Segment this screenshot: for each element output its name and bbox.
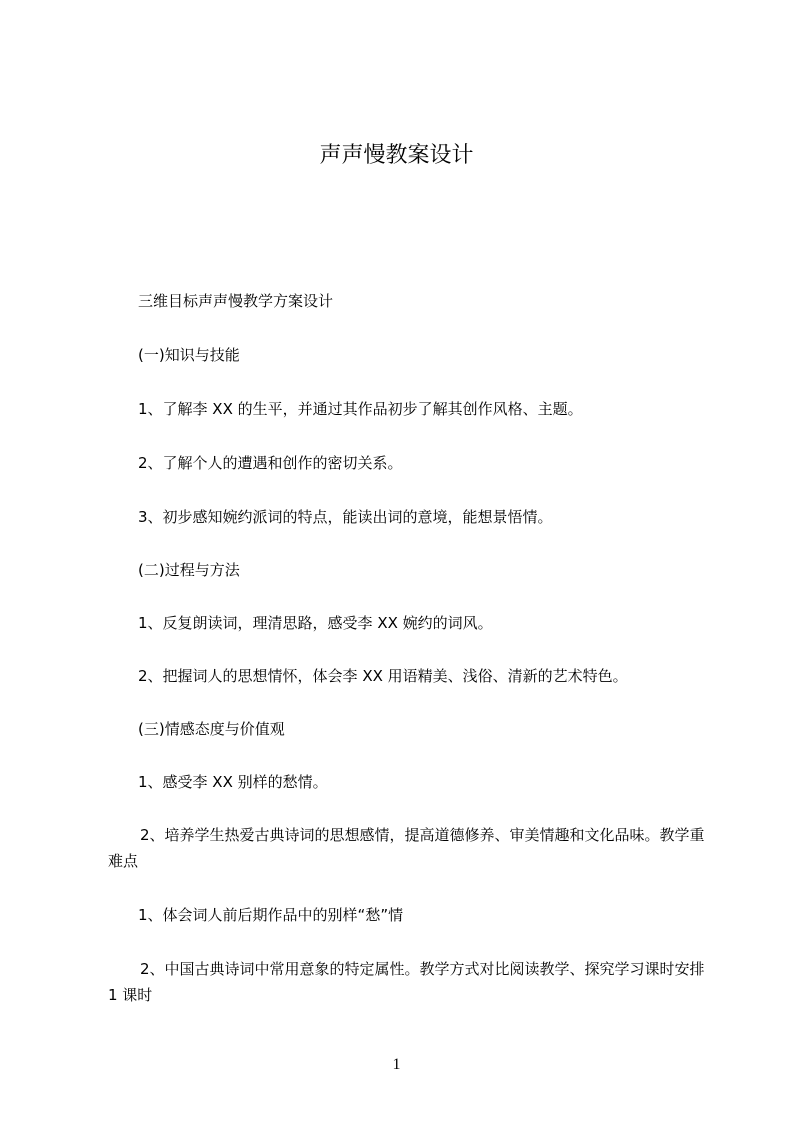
paragraph-section-emotion: (三)情感态度与价值观 — [138, 720, 285, 738]
paragraph-difficulty-2: 2、中国古典诗词中常用意象的特定属性。教学方式对比阅读教学、探究学习课时安排 1 课时 — [108, 960, 705, 1004]
paragraph-section-process: (二)过程与方法 — [138, 561, 240, 579]
paragraph-section-knowledge: (一)知识与技能 — [138, 346, 240, 364]
paragraph-process-2: 2、把握词人的思想情怀，体会李 XX 用语精美、浅俗、清新的艺术特色。 — [138, 667, 628, 685]
page-number: 1 — [392, 1056, 401, 1073]
paragraph-knowledge-3: 3、初步感知婉约派词的特点，能读出词的意境，能想景悟情。 — [138, 508, 553, 526]
paragraph-knowledge-2: 2、了解个人的遭遇和创作的密切关系。 — [138, 454, 403, 472]
paragraph-knowledge-1: 1、了解李 XX 的生平，并通过其作品初步了解其创作风格、主题。 — [138, 400, 583, 418]
paragraph-emotion-1: 1、感受李 XX 别样的愁情。 — [138, 773, 328, 791]
page-title: 声声慢教案设计 — [319, 143, 474, 168]
paragraph-difficulty-1: 1、体会词人前后期作品中的别样“愁”情 — [138, 906, 404, 924]
paragraph-emotion-2: 2、培养学生热爱古典诗词的思想感情，提高道德修养、审美情趣和文化品味。教学重难点 — [108, 826, 705, 870]
paragraph-process-1: 1、反复朗读词，理清思路，感受李 XX 婉约的词风。 — [138, 614, 493, 632]
paragraph-objectives-heading: 三维目标声声慢教学方案设计 — [138, 292, 334, 310]
